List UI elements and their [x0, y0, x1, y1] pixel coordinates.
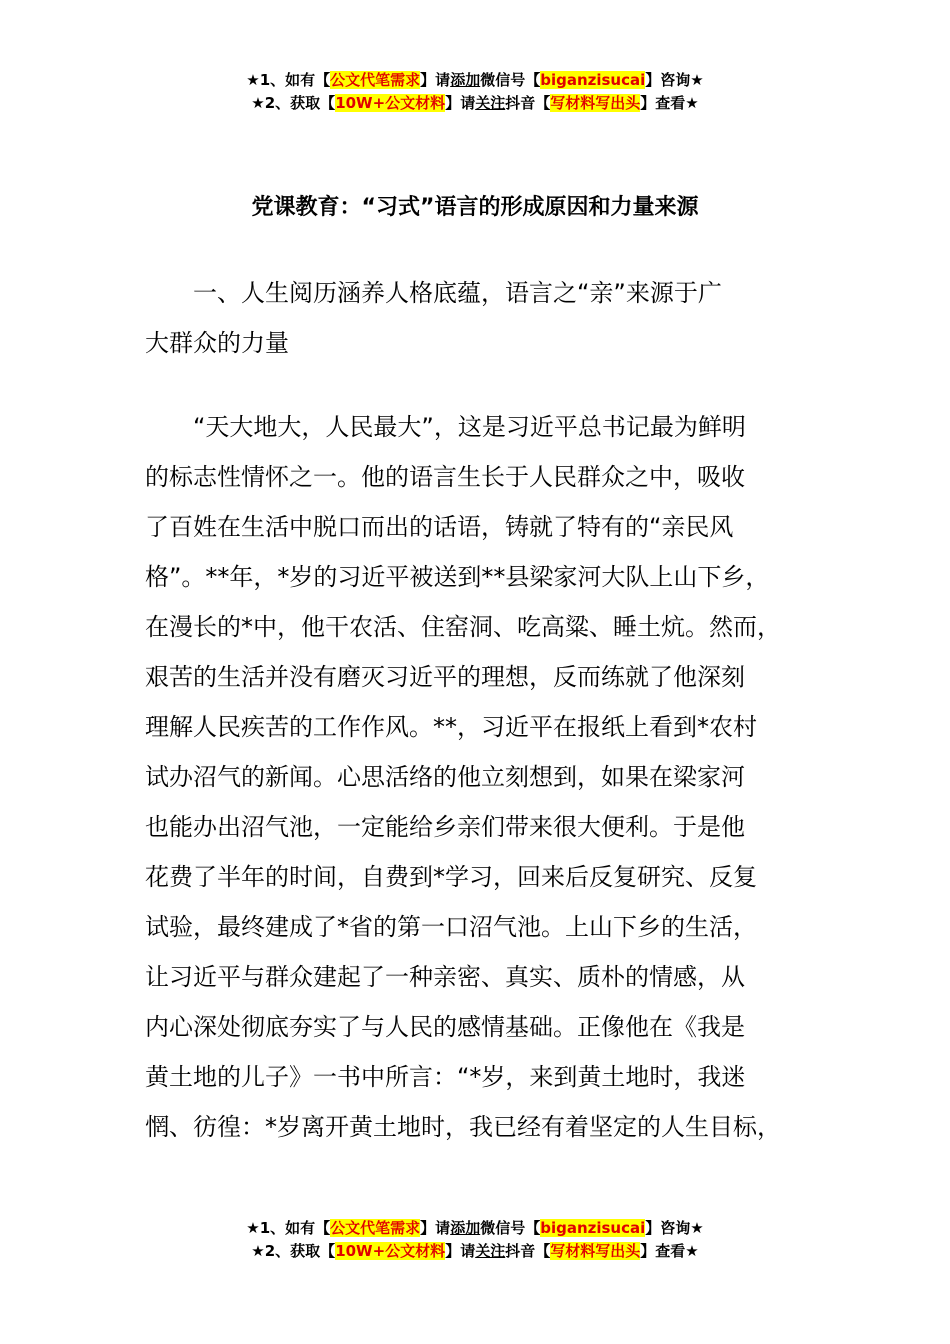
paragraph-line: 让习近平与群众建起了一种亲密、真实、质朴的情感，从 [145, 963, 745, 991]
promo-underlined: 关注 [475, 1242, 506, 1260]
promo-highlight: 10W+公文材料 [335, 1242, 446, 1260]
paragraph-line: 试验，最终建成了*省的第一口沼气池。上山下乡的生活， [145, 913, 757, 941]
footer-promo-banner [0, 1217, 950, 1263]
promo-text: 】咨询★ [645, 71, 704, 89]
promo-text: 】请 [445, 1242, 476, 1260]
promo-text: 微信号【 [480, 71, 541, 89]
promo-highlight: 公文代笔需求 [330, 1219, 421, 1237]
promo-text: 微信号【 [480, 1219, 541, 1237]
promo-text: ★2、获取【 [251, 1242, 336, 1260]
header-promo-banner [0, 69, 950, 115]
paragraph-line: 黄土地的儿子》一书中所言：“*岁，来到黄土地时，我迷 [145, 1063, 746, 1091]
promo-text: 抖音【 [505, 94, 551, 112]
paragraph-line: 艰苦的生活并没有磨灭习近平的理想，反而练就了他深刻 [145, 663, 745, 691]
paragraph-line: 了百姓在生活中脱口而出的话语，铸就了特有的“亲民风 [145, 513, 734, 541]
promo-text: ★1、如有【 [246, 1219, 331, 1237]
promo-highlight: 写材料写出头 [550, 94, 641, 112]
promo-underlined: 关注 [475, 94, 506, 112]
promo-text: 】请 [420, 71, 451, 89]
paragraph-line: 花费了半年的时间，自费到*学习，回来后反复研究、反复 [145, 863, 757, 891]
promo-underlined: 添加 [450, 1219, 481, 1237]
document-title: 党课教育：“习式”语言的形成原因和力量来源 [251, 195, 699, 220]
promo-highlight: 公文代笔需求 [330, 71, 421, 89]
promo-line-2 [0, 92, 950, 115]
promo-line-1 [0, 69, 950, 92]
promo-text: 】咨询★ [645, 1219, 704, 1237]
promo-text: 抖音【 [505, 1242, 551, 1260]
heading-line-1: 一、人生阅历涵养人格底蕴，语言之“亲”来源于广 [193, 279, 722, 307]
promo-text: 】查看★ [640, 94, 699, 112]
paragraph-line: 惘、彷徨：*岁离开黄土地时，我已经有着坚定的人生目标， [145, 1113, 781, 1141]
paragraph-line: 格”。**年，*岁的习近平被送到**县梁家河大队上山下乡， [145, 563, 770, 591]
promo-highlight: 10W+公文材料 [335, 94, 446, 112]
promo-text: ★2、获取【 [251, 94, 336, 112]
promo-underlined: 添加 [450, 71, 481, 89]
paragraph-line: 的标志性情怀之一。他的语言生长于人民群众之中，吸收 [145, 463, 745, 491]
paragraph-line: 试办沼气的新闻。心思活络的他立刻想到，如果在梁家河 [145, 763, 745, 791]
paragraph-line: 内心深处彻底夯实了与人民的感情基础。正像他在《我是 [145, 1013, 745, 1041]
paragraph-line: “天大地大，人民最大”，这是习近平总书记最为鲜明 [193, 413, 746, 441]
promo-highlight: biganzisucai [540, 1219, 646, 1237]
section-heading [145, 268, 817, 368]
paragraph-line: 也能办出沼气池，一定能给乡亲们带来很大便利。于是他 [145, 813, 745, 841]
promo-line-1 [0, 1217, 950, 1240]
paragraph-line: 在漫长的*中，他干农活、住窑洞、吃高粱、睡土炕。然而， [145, 613, 781, 641]
promo-text: 】查看★ [640, 1242, 699, 1260]
promo-highlight: biganzisucai [540, 71, 646, 89]
heading-line-2: 大群众的力量 [145, 329, 289, 357]
promo-line-2 [0, 1240, 950, 1263]
promo-text: 】请 [445, 94, 476, 112]
promo-text: 】请 [420, 1219, 451, 1237]
promo-highlight: 写材料写出头 [550, 1242, 641, 1260]
body-paragraph [145, 402, 817, 1152]
paragraph-line: 理解人民疾苦的工作作风。**，习近平在报纸上看到*农村 [145, 713, 757, 741]
promo-text: ★1、如有【 [246, 71, 331, 89]
